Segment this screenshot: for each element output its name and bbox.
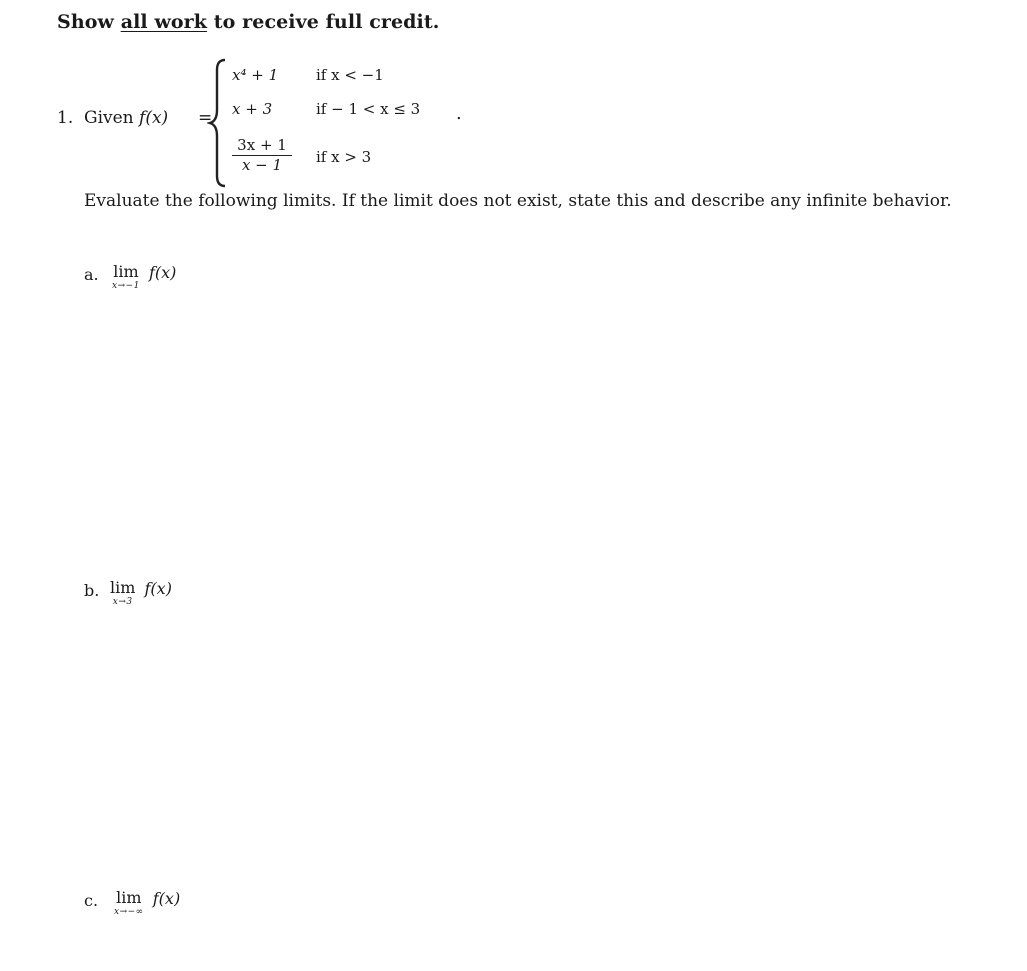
- case-terminator: .: [456, 103, 462, 124]
- part-c-expression: f(x): [152, 889, 181, 908]
- part-b-label: b.: [84, 581, 100, 600]
- problem-number: 1.: [57, 108, 74, 128]
- header-post: to receive full credit.: [207, 11, 440, 33]
- part-a-expression: f(x): [148, 263, 177, 282]
- case-2-expression: x + 3: [232, 100, 273, 118]
- problem-instructions: Evaluate the following limits. If the limit does not exist, state this and describe any infinite behavior.: [84, 191, 952, 211]
- instructions-header: [57, 11, 439, 33]
- part-b-lim: lim: [110, 578, 136, 597]
- part-b-approach: x→3: [112, 597, 133, 607]
- part-a-lim: lim: [113, 262, 139, 281]
- part-c-approach: x→−∞: [114, 907, 144, 917]
- piecewise-brace: [207, 58, 229, 188]
- part-a-limit: [112, 263, 176, 292]
- part-c-limit: [114, 889, 180, 918]
- function-name: f(x): [139, 108, 169, 128]
- part-a-label: a.: [84, 265, 99, 284]
- case-3-fraction: [230, 136, 294, 175]
- part-b-limit: [110, 579, 172, 608]
- given-statement: [84, 108, 168, 128]
- case-1-expression: x⁴ + 1: [232, 66, 279, 84]
- part-b-expression: f(x): [144, 579, 172, 598]
- part-c-label: c.: [84, 891, 99, 910]
- case-3-condition: if x > 3: [316, 148, 372, 166]
- part-a-approach: x→−1: [112, 281, 140, 291]
- header-underlined: all work: [120, 11, 208, 33]
- given-label: Given: [84, 108, 134, 128]
- case-1-condition: if x < −1: [316, 66, 384, 84]
- part-a-lim-block: [112, 263, 140, 291]
- header-pre: Show: [57, 11, 121, 33]
- case-3-numerator: 3x + 1: [237, 136, 287, 154]
- case-3-denominator: x − 1: [241, 156, 283, 174]
- case-2-condition: if − 1 < x ≤ 3: [316, 100, 421, 118]
- equals-sign: =: [198, 108, 213, 128]
- part-b-lim-block: [110, 579, 135, 607]
- part-c-lim: lim: [116, 888, 142, 907]
- part-c-lim-block: [114, 889, 144, 917]
